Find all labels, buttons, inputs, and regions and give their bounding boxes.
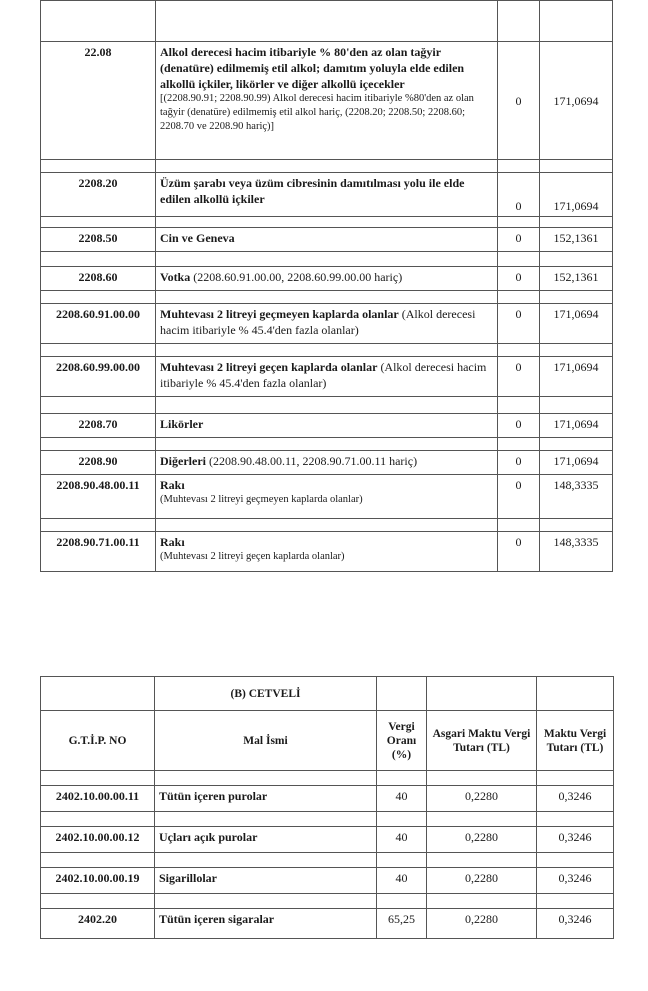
tax-amount: 171,0694 <box>540 304 613 344</box>
spacer-row <box>41 397 613 414</box>
description-main: Rakı <box>160 478 185 492</box>
spacer-row <box>41 519 613 532</box>
tax-rate: 0 <box>498 414 540 438</box>
tax-rate: 0 <box>498 228 540 252</box>
spacer-row <box>41 217 613 228</box>
description-main: Muhtevası 2 litreyi geçen kaplarda olanlar <box>160 360 378 374</box>
header-product-name: Mal İsmi <box>155 711 377 771</box>
table-row <box>41 827 614 853</box>
tax-rate: 0 <box>498 475 540 519</box>
description-note: (Muhtevası 2 litreyi geçen kaplarda olanlar) <box>160 551 345 562</box>
product-name: Tütün içeren purolar <box>155 786 377 812</box>
gtip-code: 2402.10.00.00.19 <box>41 868 155 894</box>
tax-amount: 152,1361 <box>540 228 613 252</box>
gtip-code: 22.08 <box>41 42 156 160</box>
fixed-tax: 0,3246 <box>537 827 614 853</box>
table-row <box>41 414 613 438</box>
description-main: Alkol derecesi hacim itibariyle % 80'den az olan tağyir (denatüre) edilmemiş etil alkol; damıtım yoluyla elde edilen alkollü içkiler, likörler ve diğer alkollü içecekler <box>160 45 465 91</box>
tax-amount: 152,1361 <box>540 267 613 291</box>
spacer-row <box>41 344 613 357</box>
product-description <box>156 42 498 160</box>
tax-amount: 171,0694 <box>540 42 613 160</box>
description-main: Rakı <box>160 535 185 549</box>
description-main: Diğerleri <box>160 454 206 468</box>
header-gtip: G.T.İ.P. NO <box>41 711 155 771</box>
table-row <box>41 42 613 160</box>
tax-rate: 0 <box>498 304 540 344</box>
description-main: Muhtevası 2 litreyi geçmeyen kaplarda olanlar <box>160 307 399 321</box>
table-row <box>41 475 613 519</box>
gtip-code: 2208.20 <box>41 173 156 217</box>
spacer-row <box>41 812 614 827</box>
header-fixed-tax: Maktu Vergi Tutarı (TL) <box>537 711 614 771</box>
product-description <box>156 451 498 475</box>
table-row <box>41 868 614 894</box>
tax-rate: 65,25 <box>377 909 427 939</box>
tax-rate: 0 <box>498 532 540 572</box>
spacer-row <box>41 160 613 173</box>
product-name: Sigarillolar <box>155 868 377 894</box>
header-row <box>41 711 614 771</box>
fixed-tax: 0,3246 <box>537 909 614 939</box>
gtip-code: 2208.90.71.00.11 <box>41 532 156 572</box>
tax-rate: 40 <box>377 868 427 894</box>
fixed-tax: 0,3246 <box>537 786 614 812</box>
tax-rate: 0 <box>498 267 540 291</box>
description-note: (2208.60.91.00.00, 2208.60.99.00.00 hariç) <box>193 270 403 284</box>
table-row <box>41 228 613 252</box>
gtip-code: 2402.10.00.00.12 <box>41 827 155 853</box>
product-description <box>156 475 498 519</box>
gtip-code: 2208.60.91.00.00 <box>41 304 156 344</box>
table-row <box>41 532 613 572</box>
tax-amount: 171,0694 <box>540 357 613 397</box>
table-row <box>41 304 613 344</box>
tax-amount: 171,0694 <box>540 173 613 217</box>
tax-rate: 0 <box>498 173 540 217</box>
spacer-row <box>41 853 614 868</box>
product-name: Uçları açık purolar <box>155 827 377 853</box>
header-tax-rate: Vergi Oranı (%) <box>377 711 427 771</box>
spacer-row <box>41 1 613 42</box>
gtip-code: 2208.50 <box>41 228 156 252</box>
table-row <box>41 173 613 217</box>
description-note: (Muhtevası 2 litreyi geçmeyen kaplarda olanlar) <box>160 494 363 505</box>
description-note: (2208.90.48.00.11, 2208.90.71.00.11 hariç) <box>208 454 418 468</box>
min-fixed-tax: 0,2280 <box>427 909 537 939</box>
spacer-row <box>41 894 614 909</box>
description-main: Votka <box>160 270 191 284</box>
gtip-code: 2208.70 <box>41 414 156 438</box>
gtip-code: 2402.10.00.00.11 <box>41 786 155 812</box>
tax-amount: 171,0694 <box>540 451 613 475</box>
table-row <box>41 909 614 939</box>
fixed-tax: 0,3246 <box>537 868 614 894</box>
description-note: (Alkol derecesi hacim itibariyle % 45.4'den fazla olanlar) <box>160 360 487 390</box>
min-fixed-tax: 0,2280 <box>427 786 537 812</box>
table-row <box>41 357 613 397</box>
table-title-row <box>41 677 614 711</box>
description-note: (Alkol derecesi hacim itibariyle % 45.4'den fazla olanlar) <box>160 307 476 337</box>
tax-amount: 148,3335 <box>540 532 613 572</box>
description-main: Üzüm şarabı veya üzüm cibresinin damıtılması yolu ile elde edilen alkollü içkiler <box>156 173 498 217</box>
tax-rate: 40 <box>377 786 427 812</box>
tax-rate: 0 <box>498 42 540 160</box>
header-min-fixed-tax: Asgari Maktu Vergi Tutarı (TL) <box>427 711 537 771</box>
spacer-row <box>41 291 613 304</box>
gtip-code: 2402.20 <box>41 909 155 939</box>
tax-amount: 171,0694 <box>540 414 613 438</box>
table-row <box>41 267 613 291</box>
spacer-row <box>41 252 613 267</box>
product-description <box>156 304 498 344</box>
gtip-code: 2208.90 <box>41 451 156 475</box>
min-fixed-tax: 0,2280 <box>427 868 537 894</box>
gtip-code: 2208.90.48.00.11 <box>41 475 156 519</box>
tax-rate: 40 <box>377 827 427 853</box>
table-a <box>40 0 613 572</box>
table-row <box>41 786 614 812</box>
table-b <box>40 676 614 939</box>
gtip-code: 2208.60 <box>41 267 156 291</box>
spacer-row <box>41 771 614 786</box>
min-fixed-tax: 0,2280 <box>427 827 537 853</box>
description-main: Cin ve Geneva <box>156 228 498 252</box>
tax-amount: 148,3335 <box>540 475 613 519</box>
tax-rate: 0 <box>498 451 540 475</box>
product-description <box>156 357 498 397</box>
table-title: (B) CETVELİ <box>155 677 377 711</box>
description-note: [(2208.90.91; 2208.90.99) Alkol derecesi hacim itibariyle %80'den az olan tağyir (denatüre) edilmemiş etil alkol hariç, (2208.20; 2208.50; 2208.60; 2208.70 ve 2208.90 hariç)] <box>160 93 474 132</box>
product-description <box>156 267 498 291</box>
product-description <box>156 532 498 572</box>
tax-rate: 0 <box>498 357 540 397</box>
gtip-code: 2208.60.99.00.00 <box>41 357 156 397</box>
description-main: Likörler <box>156 414 498 438</box>
product-name: Tütün içeren sigaralar <box>155 909 377 939</box>
table-row <box>41 451 613 475</box>
spacer-row <box>41 438 613 451</box>
